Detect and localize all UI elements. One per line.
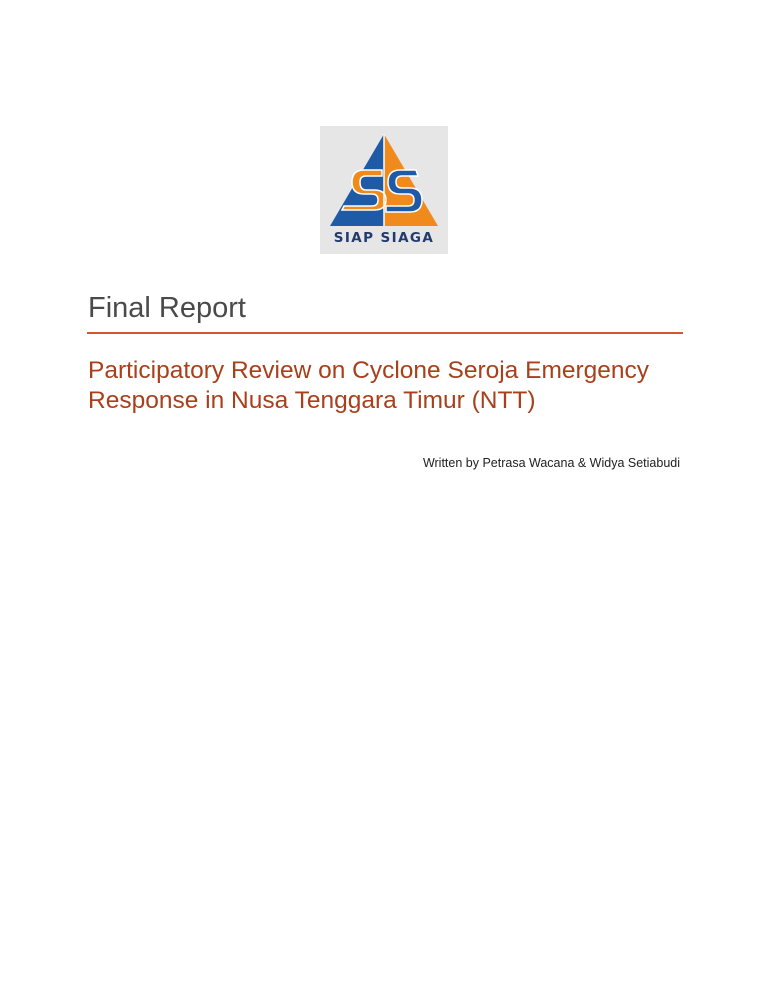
title-divider [87,332,683,334]
document-title: Final Report [88,292,246,324]
siap-siaga-logo [320,126,448,254]
document-subtitle [88,356,688,416]
subtitle-line-1: Participatory Review on Cyclone Seroja Emergency [88,357,650,384]
logo-text: SIAP SIAGA [333,230,435,246]
subtitle-line-2: Response in Nusa Tenggara Timur (NTT) [88,387,536,414]
author-byline: Written by Petrasa Wacana & Widya Setiabudi [422,456,680,470]
